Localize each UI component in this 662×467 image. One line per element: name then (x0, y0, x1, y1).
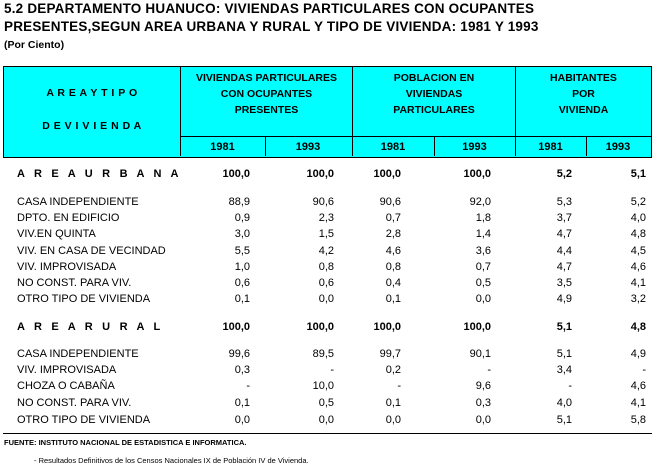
cell-value: 3,6 (475, 245, 491, 257)
table-row (0, 259, 662, 275)
cell-value: 0,4 (385, 277, 401, 289)
table-row (0, 243, 662, 259)
cell-value: 5,1 (556, 414, 572, 426)
cell-value: - (487, 364, 491, 376)
cell-value: 5,1 (556, 348, 572, 360)
cell-value: 0,0 (318, 414, 334, 426)
cell-value: 5,8 (630, 414, 646, 426)
cell-value: 0,0 (385, 414, 401, 426)
cell-value: 0,7 (475, 261, 491, 273)
row-label: VIV. EN CASA DE VECINDAD (17, 245, 166, 257)
cell-value: 5,3 (556, 196, 572, 208)
area-header-line1: A R E A Y T I P O (46, 87, 138, 99)
row-label: CASA INDEPENDIENTE (17, 348, 139, 360)
table-row (0, 378, 662, 394)
cell-value: 1,4 (475, 228, 491, 240)
row-label: NO CONST. PARA VIV. (17, 397, 132, 409)
cell-value: 4,9 (630, 348, 646, 360)
table-title-line1: 5.2 DEPARTAMENTO HUANUCO: VIVIENDAS PARTICULARES CON OCUPANTES (4, 1, 535, 16)
row-label: CHOZA O CABAÑA (17, 380, 115, 392)
cell-value: 89,5 (312, 348, 334, 360)
footnote: - Resultados Definitivos de los Censos Nacionales IX de Población IV de Vivienda. (34, 456, 309, 465)
cell-value: - (642, 364, 646, 376)
cell-value: 4,8 (630, 321, 646, 333)
cell-value: - (330, 364, 334, 376)
section-row (0, 166, 662, 182)
group-header-habitantes-l2: POR (572, 88, 595, 100)
cell-value: 0,3 (234, 364, 250, 376)
cell-value: 100,0 (222, 168, 250, 180)
cell-value: 5,2 (630, 196, 646, 208)
cell-value: 0,0 (475, 414, 491, 426)
cell-value: 0,1 (385, 397, 401, 409)
group-header-viviendas-l1: VIVIENDAS PARTICULARES (196, 72, 337, 84)
cell-value: 1,0 (234, 261, 250, 273)
cell-value: 5,1 (630, 168, 646, 180)
cell-value: 0,3 (475, 397, 491, 409)
cell-value: - (568, 380, 572, 392)
cell-value: 9,6 (475, 380, 491, 392)
cell-value: 5,5 (234, 245, 250, 257)
cell-value: 3,2 (630, 293, 646, 305)
cell-value: 4,6 (630, 380, 646, 392)
cell-value: 3,4 (556, 364, 572, 376)
table-row (0, 210, 662, 226)
cell-value: 92,0 (469, 196, 491, 208)
group-header-poblacion-l1: POBLACION EN (393, 72, 475, 84)
cell-value: 0,0 (234, 414, 250, 426)
cell-value: 5,2 (556, 168, 572, 180)
row-label: VIV.EN QUINTA (17, 228, 96, 240)
table-title-line2: PRESENTES,SEGUN AREA URBANA Y RURAL Y TIPO DE VIVIENDA: 1981 Y 1993 (4, 19, 539, 34)
table-bottom-rule (3, 433, 652, 434)
cell-value: 4,4 (556, 245, 572, 257)
cell-value: 0,0 (475, 293, 491, 305)
row-label: A R E A U R B A N A (17, 168, 182, 180)
cell-value: 1,8 (475, 212, 491, 224)
cell-value: 4,0 (630, 212, 646, 224)
cell-value: 4,2 (318, 245, 334, 257)
cell-value: 90,1 (469, 348, 491, 360)
cell-value: 0,1 (234, 293, 250, 305)
cell-value: 0,5 (318, 397, 334, 409)
year-header: 1993 (462, 141, 487, 153)
cell-value: 4,5 (630, 245, 646, 257)
cell-value: 2,3 (318, 212, 334, 224)
group-header-viviendas-l2: CON OCUPANTES (220, 88, 313, 100)
table-row (0, 194, 662, 210)
cell-value: 0,7 (385, 212, 401, 224)
row-label: OTRO TIPO DE VIVIENDA (17, 293, 151, 305)
group-header-poblacion-l3: PARTICULARES (393, 104, 475, 116)
cell-value: 3,5 (556, 277, 572, 289)
unit-label: (Por Ciento) (4, 39, 65, 51)
cell-value: 3,0 (234, 228, 250, 240)
cell-value: 0,6 (234, 277, 250, 289)
table-row (0, 412, 662, 428)
year-header: 1993 (295, 141, 321, 153)
cell-value: 0,8 (318, 261, 334, 273)
table-row (0, 275, 662, 291)
cell-value: - (246, 380, 250, 392)
cell-value: 4,1 (630, 277, 646, 289)
cell-value: 4,7 (556, 228, 572, 240)
table-row (0, 362, 662, 378)
cell-value: 0,6 (318, 277, 334, 289)
cell-value: 10,0 (312, 380, 334, 392)
cell-value: 0,5 (475, 277, 491, 289)
cell-value: 4,1 (630, 397, 646, 409)
cell-value: 4,0 (556, 397, 572, 409)
cell-value: 100,0 (463, 168, 491, 180)
cell-value: 100,0 (222, 321, 250, 333)
cell-value: 100,0 (373, 321, 401, 333)
cell-value: 4,9 (556, 293, 572, 305)
group-header-habitantes-l1: HABITANTES (550, 72, 617, 84)
table-row (0, 226, 662, 242)
row-label: CASA INDEPENDIENTE (17, 196, 139, 208)
table-row (0, 291, 662, 307)
cell-value: 0,0 (318, 293, 334, 305)
cell-value: 100,0 (373, 168, 401, 180)
row-label: OTRO TIPO DE VIVIENDA (17, 414, 151, 426)
year-header: 1993 (605, 141, 631, 153)
year-header: 1981 (210, 141, 235, 153)
cell-value: 100,0 (306, 168, 334, 180)
row-label: NO CONST. PARA VIV. (17, 277, 132, 289)
cell-value: 4,8 (630, 228, 646, 240)
cell-value: 4,6 (630, 261, 646, 273)
cell-value: 100,0 (306, 321, 334, 333)
cell-value: 0,1 (385, 293, 401, 305)
cell-value: 100,0 (463, 321, 491, 333)
cell-value: 99,6 (228, 348, 250, 360)
area-header-line2: D E V I V I E N D A (42, 120, 142, 132)
cell-value: 0,9 (234, 212, 250, 224)
year-header: 1981 (380, 141, 406, 153)
group-header-habitantes-l3: VIVIENDA (558, 104, 609, 116)
cell-value: 88,9 (228, 196, 250, 208)
cell-value: 90,6 (379, 196, 401, 208)
cell-value: 3,7 (556, 212, 572, 224)
row-label: VIV. IMPROVISADA (17, 261, 117, 273)
table-row (0, 346, 662, 362)
cell-value: 90,6 (312, 196, 334, 208)
row-label: DPTO. EN EDIFICIO (17, 212, 120, 224)
cell-value: 2,8 (385, 228, 401, 240)
group-header-viviendas-l3: PRESENTES (234, 104, 299, 116)
cell-value: 99,7 (379, 348, 401, 360)
cell-value: 0,8 (385, 261, 401, 273)
cell-value: 4,6 (385, 245, 401, 257)
group-header-poblacion-l2: VIVIENDAS (405, 88, 463, 100)
row-label: VIV. IMPROVISADA (17, 364, 117, 376)
source-note: FUENTE: INSTITUTO NACIONAL DE ESTADISTICA E INFORMATICA. (4, 438, 247, 447)
table-row (0, 395, 662, 411)
cell-value: 0,1 (234, 397, 250, 409)
cell-value: 4,7 (556, 261, 572, 273)
cell-value: 5,1 (556, 321, 572, 333)
cell-value: 1,5 (318, 228, 334, 240)
cell-value: 0,2 (385, 364, 401, 376)
section-row (0, 319, 662, 335)
cell-value: - (397, 380, 401, 392)
year-header: 1981 (538, 141, 563, 153)
row-label: A R E A R U R A L (17, 321, 164, 333)
